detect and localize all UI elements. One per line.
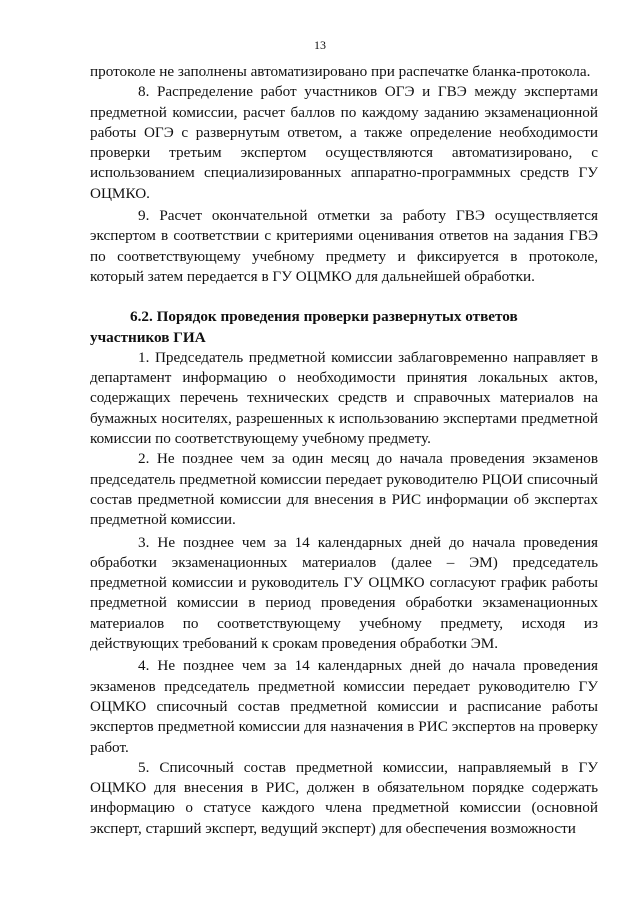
section-heading: 6.2. Порядок проведения проверки развернутых ответов участников ГИА (90, 308, 518, 346)
page-number: 13 (314, 38, 326, 52)
continuation-paragraph: протоколе не заполнены автоматизировано при распечатке бланка-протокола. (90, 63, 591, 80)
section-paragraph-1: 1. Председатель предметной комиссии заблаговременно направляет в департамент информацию о необходимости принятия локальных актов, содержащих перечень технических средств и справочных материалов на бумажных носителях, разрешенных к использованию экспертами предметной комиссии по соответствующему учебному предмету. (90, 348, 598, 448)
section-paragraph-4: 4. Не позднее чем за 14 календарных дней до начала проведения экзаменов председатель предметной комиссии передает руководителю ГУ ОЦМКО списочный состав предметной комиссии и расписание работы экспертов предметной комиссии для назначения в РИС экспертов на проверку работ. (90, 657, 598, 756)
document-body (90, 62, 598, 839)
paragraph-8: 8. Распределение работ участников ОГЭ и ГВЭ между экспертами предметной комиссии, расчет баллов по каждому заданию экзаменационной работы ОГЭ с развернутым ответом, а также определение необходимости проверки третьим экспертом осуществляются автоматизировано, с использованием специализированных аппаратно-программных средств ГУ ОЦМКО. (90, 83, 598, 202)
section-paragraph-5: 5. Списочный состав предметной комиссии, направляемый в ГУ ОЦМКО для внесения в РИС, должен в обязательном порядке содержать информацию о статусе каждого члена предметной комиссии (основной эксперт, старший эксперт, ведущий эксперт) для обеспечения возможности (90, 758, 598, 837)
section-paragraph-3: 3. Не позднее чем за 14 календарных дней до начала проведения обработки экзаменационных материалов (далее – ЭМ) председатель предметной комиссии и руководитель ГУ ОЦМКО согласуют график работы предметной комиссии в период проведения обработки экзаменационных материалов по соответствующему учебному предмету, исходя из действующих требований к срокам проведения обработки ЭМ. (90, 533, 598, 653)
paragraph-9: 9. Расчет окончательной отметки за работу ГВЭ осуществляется экспертом в соответствии с критериями оценивания ответов на задания ГВЭ по соответствующему учебному предмету и фиксируется в протоколе, который затем передается в ГУ ОЦМКО для дальнейшей обработки. (90, 207, 598, 285)
section-paragraph-2: 2. Не позднее чем за один месяц до начала проведения экзаменов председатель предметной комиссии передает руководителю РЦОИ списочный состав предметной комиссии для внесения в РИС информации об экспертах предметной комиссии. (90, 450, 598, 529)
